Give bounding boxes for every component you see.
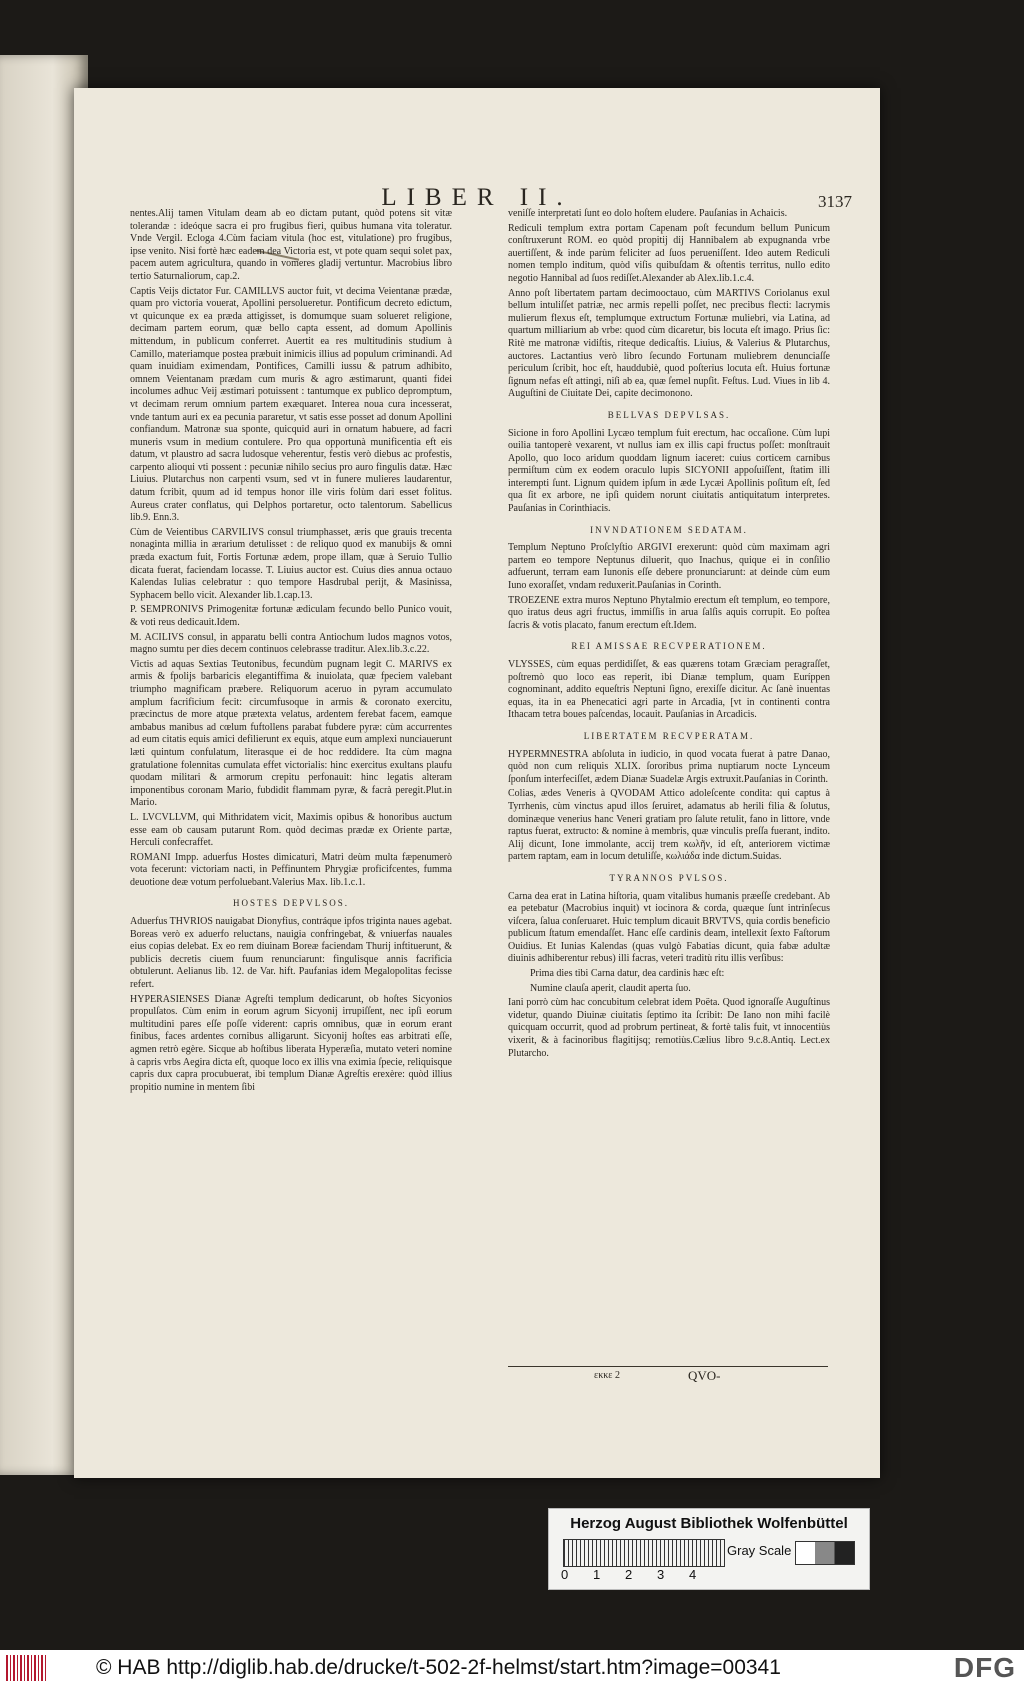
page-number: 3137: [818, 192, 852, 211]
paragraph: Sicione in foro Apollini Lycæo templum fuit erectum, hac occaſione. Cùm lupi ouilia tantoperè vexarent, vt nullus iam ex illis capi fructus poſſet: monſtrauit Apollo, quo loco aridum quoddam lignum iaceret: cuius corticem carnibus permiſtum cùm ex eodem oraculo lupis SICYONII appoſuiſſent, ſtatim illi interempti ſunt. Lignum quidem ipſum in æde Lycæi Apollinis poſitum eſt, ſed qua ſit ex arbore, ne ipſi quidem norunt ciuitatis antiquitatum interpretes. Pauſanias in Corinthiacis.: [508, 427, 830, 515]
running-head: LIBER II.: [381, 184, 573, 211]
footer-rule: [508, 1366, 828, 1367]
book-page: [74, 88, 880, 1478]
catchword: QVO-: [688, 1368, 721, 1383]
scale-number: 0: [561, 1567, 569, 1582]
paragraph: Templum Neptuno Proſclyſtio ARGIVI erexerunt: quòd cùm maximam agri partem eo tempore Neptunus diluerit, quo Inachus, quique ei in conſilio adfuerunt, terram eam Iunonis eſſe debere pronunciarunt: at deinde cùm eum Iuno exoraſſet, vndam reduxerit.Pauſanias in Corinth.: [508, 542, 830, 592]
library-name: Herzog August Bibliothek Wolfenbüttel: [570, 1515, 848, 1532]
gray-swatch: [795, 1541, 855, 1565]
paragraph: L. LVCVLLVM, qui Mithridatem vicit, Maximis opibus & honoribus auctum esse eam ob causam putarunt Rom. quòd decimas prædæ ex Oriente partæ, Herculi confecraffet.: [130, 811, 452, 849]
hab-logo-icon: [6, 1655, 46, 1681]
section-heading: HOSTES DEPVLSOS.: [232, 898, 349, 909]
section-heading: INVNDATIONEM SEDATAM.: [590, 524, 748, 535]
paragraph: Captis Veijs dictator Fur. CAMILLVS auctor fuit, vt decima Veientanæ prædæ, quam pro victoria vouerat, Apollini persolueretur. Pontificum decreto edictum, vt quicunque ex ea præda attigisset, is domumque suam solueret religione, decimam partem eorum, quæ bello capta essent, ad domum Apollinis mittendum, in publicum conferret. Auertit ea res multitudinis studium à Camillo, materiamque postea præbuit inimicis illius ad populum criminandi. Ad quam inuidiam eximendam, Pontifices, Camilli iussu & patrum adhibito, omnem Veientanam prædam cum muris & agro æstimarunt, quanti fidei incolumes adhuc Veij æstimari potuissent : tantumque ex publico depromptum, vt decimam rerum omnium partem exæquaret. Interea noua cura incesserat, vnde tantum auri ex ea pecunia pararetur, vt satis esse posset ad donum Apollini confiandum. Matronæ sua sponte, quicquid auri in ornatum habuere, ad facri muneris vsum in medium contulere. Pro qua opportunà munificentia eft eis datum, vt plaustro ad sacra ludosque veherentur, festis verò diebus ac profestis, carpento alioqui vti possent : pecuniæ nihilo secius pro auro fingulis datæ. Hæc Liuius. Plutarchus non carpenti vsum, sed vt in funere mulieres laudarentur, datum fcribit, quum ad id tempus honor ille viris folùm dari esset folitus. Aureus crater conflatus, qui Delphos portaretur, octo talentorum. Sabellicus lib.9. Enn.3.: [130, 285, 452, 524]
signature-mark: εκκε 2: [594, 1370, 620, 1381]
section-heading: REI AMISSAE RECVPERATIONEM.: [571, 641, 767, 652]
scale-number: 2: [625, 1567, 633, 1582]
paragraph: veniſſe interpretati ſunt eo dolo hoſtem eludere. Pauſanias in Achaicis.: [508, 208, 788, 219]
scale-ruler: [563, 1539, 725, 1567]
color-calibration-card: [548, 1508, 870, 1590]
scale-number: 1: [593, 1567, 601, 1582]
paragraph: Aduerfus THVRIOS nauigabat Dionyfius, contráque ipfos triginta naues agebat. Boreas verò ex aduerfo reluctans, nauigia confringebat, & vniuerfas nauales eius copias delebat. Ex eo rem diuinam Boreæ faciendam Thurij inftituerunt, & publicis decretis ciuem fuum renunciarunt: fingulisque annis facrificia obtulerunt. Aelianus lib. 12. de Var. hift. Paufanias idem Megalopolitas fecisse refert.: [130, 916, 452, 991]
section-heading: BELLVAS DEPVLSAS.: [607, 409, 731, 420]
paragraph: TROEZENE extra muros Neptuno Phytalmio erectum eſt templum, eo tempore, quo iratus deus agri fructus, immiſſis in arua ſalſis aquis corrupit. Eo poſtea ſacris & votis placato, fanum erectum eſt.Idem.: [508, 594, 830, 631]
paragraph: ROMANI Impp. aduerfus Hostes dimicaturi, Matri deùm multa fæpenumerò vota fecerunt: victoriam nacti, in Peffinuntem Phrygiæ proficifcentes, fumma deuotione deæ votum perfoluebant.Valerius Max. lib.1.c.1.: [130, 851, 452, 888]
paragraph: Rediculi templum extra portam Capenam poſt fecundum bellum Punicum conſtruxerunt ROM. eo quòd propitij dij Hannibalem ab expugnanda vrbe auertiſſent, & inde parùm feliciter ad ſuos perueniſſent. Ideo autem Rediculi nomen templo inditum, quòd viſis quibuſdam & oſtentis territus, nullo edito negotio Hannibal ad ſuos rediſſet.Alexander ab Alex.lib.1.c.4.: [508, 222, 830, 284]
scale-number: 4: [689, 1567, 697, 1582]
paragraph: HYPERASIENSES Dianæ Agreſti templum dedicarunt, ob hoſtes Sicyonios propulſatos. Cùm enim in eorum agrum Sicyonij irrupiſſent, nec ipſi eorum multitudini pares eſſe poſſe viderent: capris omnibus, quæ in eorum erant finibus, faces ardentes cornibus alligarunt. Sicyonij hoſtes eas arbitrati eſſe, agmen retrò egère. Sicque ab hoſtibus liberata Hyperæſia, mutato veteri nomine à capris vrbs Aegira dicta eſt, quoque loco ex illis vna eximia ſpecie, reliquisque capris dux capra procubuerat, ibi templum Dianæ Agreſtis erexère: quòd illius propitio numine in mentem ſibi: [130, 993, 452, 1093]
section-heading: TYRANNOS PVLSOS.: [609, 872, 729, 883]
left-column: [130, 208, 452, 1096]
paragraph: Cùm de Veientibus CARVILIVS consul triumphasset, æris que grauis trecenta nonaginta millia in ærarium detulisset : de reliquo quod ex manubijs & omni præda exactum fuit, Fortis Fortunæ ædem, prope illam, quæ à Seruio Tullio dicata fuerat, faciendam locasse. T. Liuius auctor est. Cuius dies annua octauo Kalendas Iulias celebratur : quo tempore Hasdrubal perijt, & Masinissa, Syphacem bello vicit. Alexander lib.1.cap.13.: [130, 526, 452, 601]
paragraph: HYPERMNESTRA abſoluta in iudicio, in quod vocata fuerat à patre Danao, quòd non cum reliquis XLIX. ſororibus prima nuptiarum nocte Lynceum ſponſum interfeciſſet, ædem Dianæ Suadelæ Argis extruxit.Pauſanias in Corinth.: [508, 748, 830, 785]
right-column: [508, 208, 830, 1062]
paragraph: M. ACILIVS consul, in apparatu belli contra Antiochum ludos magnos votos, magno sumtu per dies decem continuos celebrasse traditur. Alex.lib.3.c.22.: [130, 631, 452, 656]
paragraph: P. SEMPRONIVS Primogenitæ fortunæ ædiculam fecundo bello Punico vouit, & voti reus dedicauit.Idem.: [130, 604, 452, 628]
paragraph: Victis ad aquas Sextias Teutonibus, fecundùm pugnam legit C. MARIVS ex armis & fpolijs barbaricis elegantiffima & inuiolata, quæ fpeciem valebant triumpho magnificam præbere. Reliquorum aceruo in pyram accumulato amplum facrificium fecit: circumfusoque in armis & coronato exercitu, præcinctus de more atque prætexta velatus, ardentem ferebat facem, eamque ambabus manibus ad cœlum fuftollens parabat fubdere pyræ: cùm accurrentes ad eum citatis equis amici defilierunt ex equis, atque eum amplexi nunciauerunt læti quintum confulatum, literasque ei de hoc reddidere. Ita cùm magna gratulatione folennitas cumulata effet victorialis: hinc exercitus exultans plaufu quodam militari & armorum crepitu perfonauit: hinc legatis alteram imponentibus coronam Mario, fubdidit flammam pyræ, & facrà peregit.Plut.in Mario.: [130, 658, 452, 809]
section-heading: LIBERTATEM RECVPERATAM.: [583, 730, 755, 741]
verse-line: Numine clauſa aperit, claudit aperta ſuo.: [530, 982, 691, 994]
scale-numbers: [561, 1567, 721, 1582]
gray-scale-label: Gray Scale: [727, 1543, 792, 1558]
paragraph: Iani porrò cùm hac concubitum celebrat idem Poëta. Quod ignoraſſe Auguſtinus videtur, quando Diuinæ ciuitatis ſeptimo ita ſcribit: De Iano non mihi facilè quicquam occurrit, quod ad probrum pertineat, & fortè talis fuit, vt innocentiùs vixerit, & à facinoribus flagitijsq; remotiùs.Cælius libro 9.c.8.Antiq. Lect.ex Plutarcho.: [508, 997, 830, 1059]
paragraph: VLYSSES, cùm equas perdidiſſet, & eas quærens totam Græciam peragraſſet, poſtremò quo loco eas reperit, ibi Dianæ templum, quam Euríppen cognominant, addito equeſtris Neptuni ſigno, erexiſſe dicitur. Ac ſanè inuentas equas, ita in ea Phenecatici agri parte in Arcadia, [vt in continenti contra Ithacam tetra boues paſcendas, locauit. Pauſanias in Arcadicis.: [508, 659, 830, 721]
verse-line: Prima dies tibi Carna datur, dea cardinis hæc eſt:: [530, 968, 725, 980]
paragraph: Carna dea erat in Latina hiſtoria, quam vitalibus humanis præeſſe credebant. Ab ea petebatur (Macrobius inquit) vt iocinora & corda, quæque ſunt intrinſecus viſcera, ſalua conſeruaret. Huic templum dicauit BRVTVS, quia cordis beneficio publicum ſtatum emendaſſet. Hanc eſſe cardinis deam, intellexit ſexto Faſtorum Ouidius. Et Iunias Kalendas (quas vulgò Fabatias dicunt, quia fabæ adultæ diuinis adhiberentur rebus) illi facras, veteri traditù ritu illis verſibus:: [508, 890, 830, 965]
paragraph: Anno poſt libertatem partam decimooctauo, cùm MARTIVS Coriolanus exul bellum intuliſſet patriæ, nec armis repelli poſſet, nec precibus flecti: lacrymis mulierum flexus eſt, templumque extructum Fortunæ muliebri, via Latina, ad quartum milliarium ab vrbe: quod cùm dicaretur, bis locuta eſt imago. Prius ſic: Ritè me matronæ vidiſtis, riteque dedicaſtis. Liuius, & Valerius & Plutarchus, auctores. Lactantius verò libro ſecundo Fortunam muliebrem denunciaſſe periculum ſcribit, hoc eſt, hauddubiè, quod poſterius locuta eſt. Huius fortunæ ſignum nefas eſt attingi, niſi ab ea, quæ ſemel nupſit. Feſtus. Lud. Viues in lib 4. Auguſtini de Ciuitate Dei, capite decimonono.: [508, 287, 830, 400]
footer-bar: [0, 1650, 1024, 1686]
dfg-logo: DFG: [953, 1652, 1016, 1683]
paragraph: Colias, ædes Veneris à QVODAM Attico adoleſcente condita: qui captus à Tyrrhenis, cùm vinctus apud illos ſeruiret, adamatus ab herili filia & ſolutus, dominæque venerius hanc Veneri gratiam pro ſalute retulit, fano in littore, vnde raptus fuerat, extructo: & nomine à membris, quæ vinculis preſſa fuerant, indito. Alij dicunt, Ione immolante, accij trem κωλῆν, id eſt, anteriorem victimæ partem raptam, eam in locum detuliſſe, κωλιάδα inde dictum.Suidas.: [508, 788, 830, 863]
scale-number: 3: [657, 1567, 665, 1582]
source-url[interactable]: © HAB http://diglib.hab.de/drucke/t-502-2f-helmst/start.htm?image=00341: [96, 1656, 781, 1679]
paragraph: nentes.Alij tamen Vitulam deam ab eo dictam putant, quòd potens sit vitæ tolerandæ : ideóque sacra ei pro frugibus fieri, quibus humana vita toleratur. Vnde Vergil. Ecloga 4.Cùm faciam vitula (hoc est, vitulatione) pro frugibus, ipse venito. Nisi fortè hæc eadem dea Victoria est, vt pote quam sequi solet pax, pacem autem agricultura, quando in vomeres gladij vertuntur. Macrobius libro tertio Saturnaliorum, cap.2.: [130, 208, 452, 282]
